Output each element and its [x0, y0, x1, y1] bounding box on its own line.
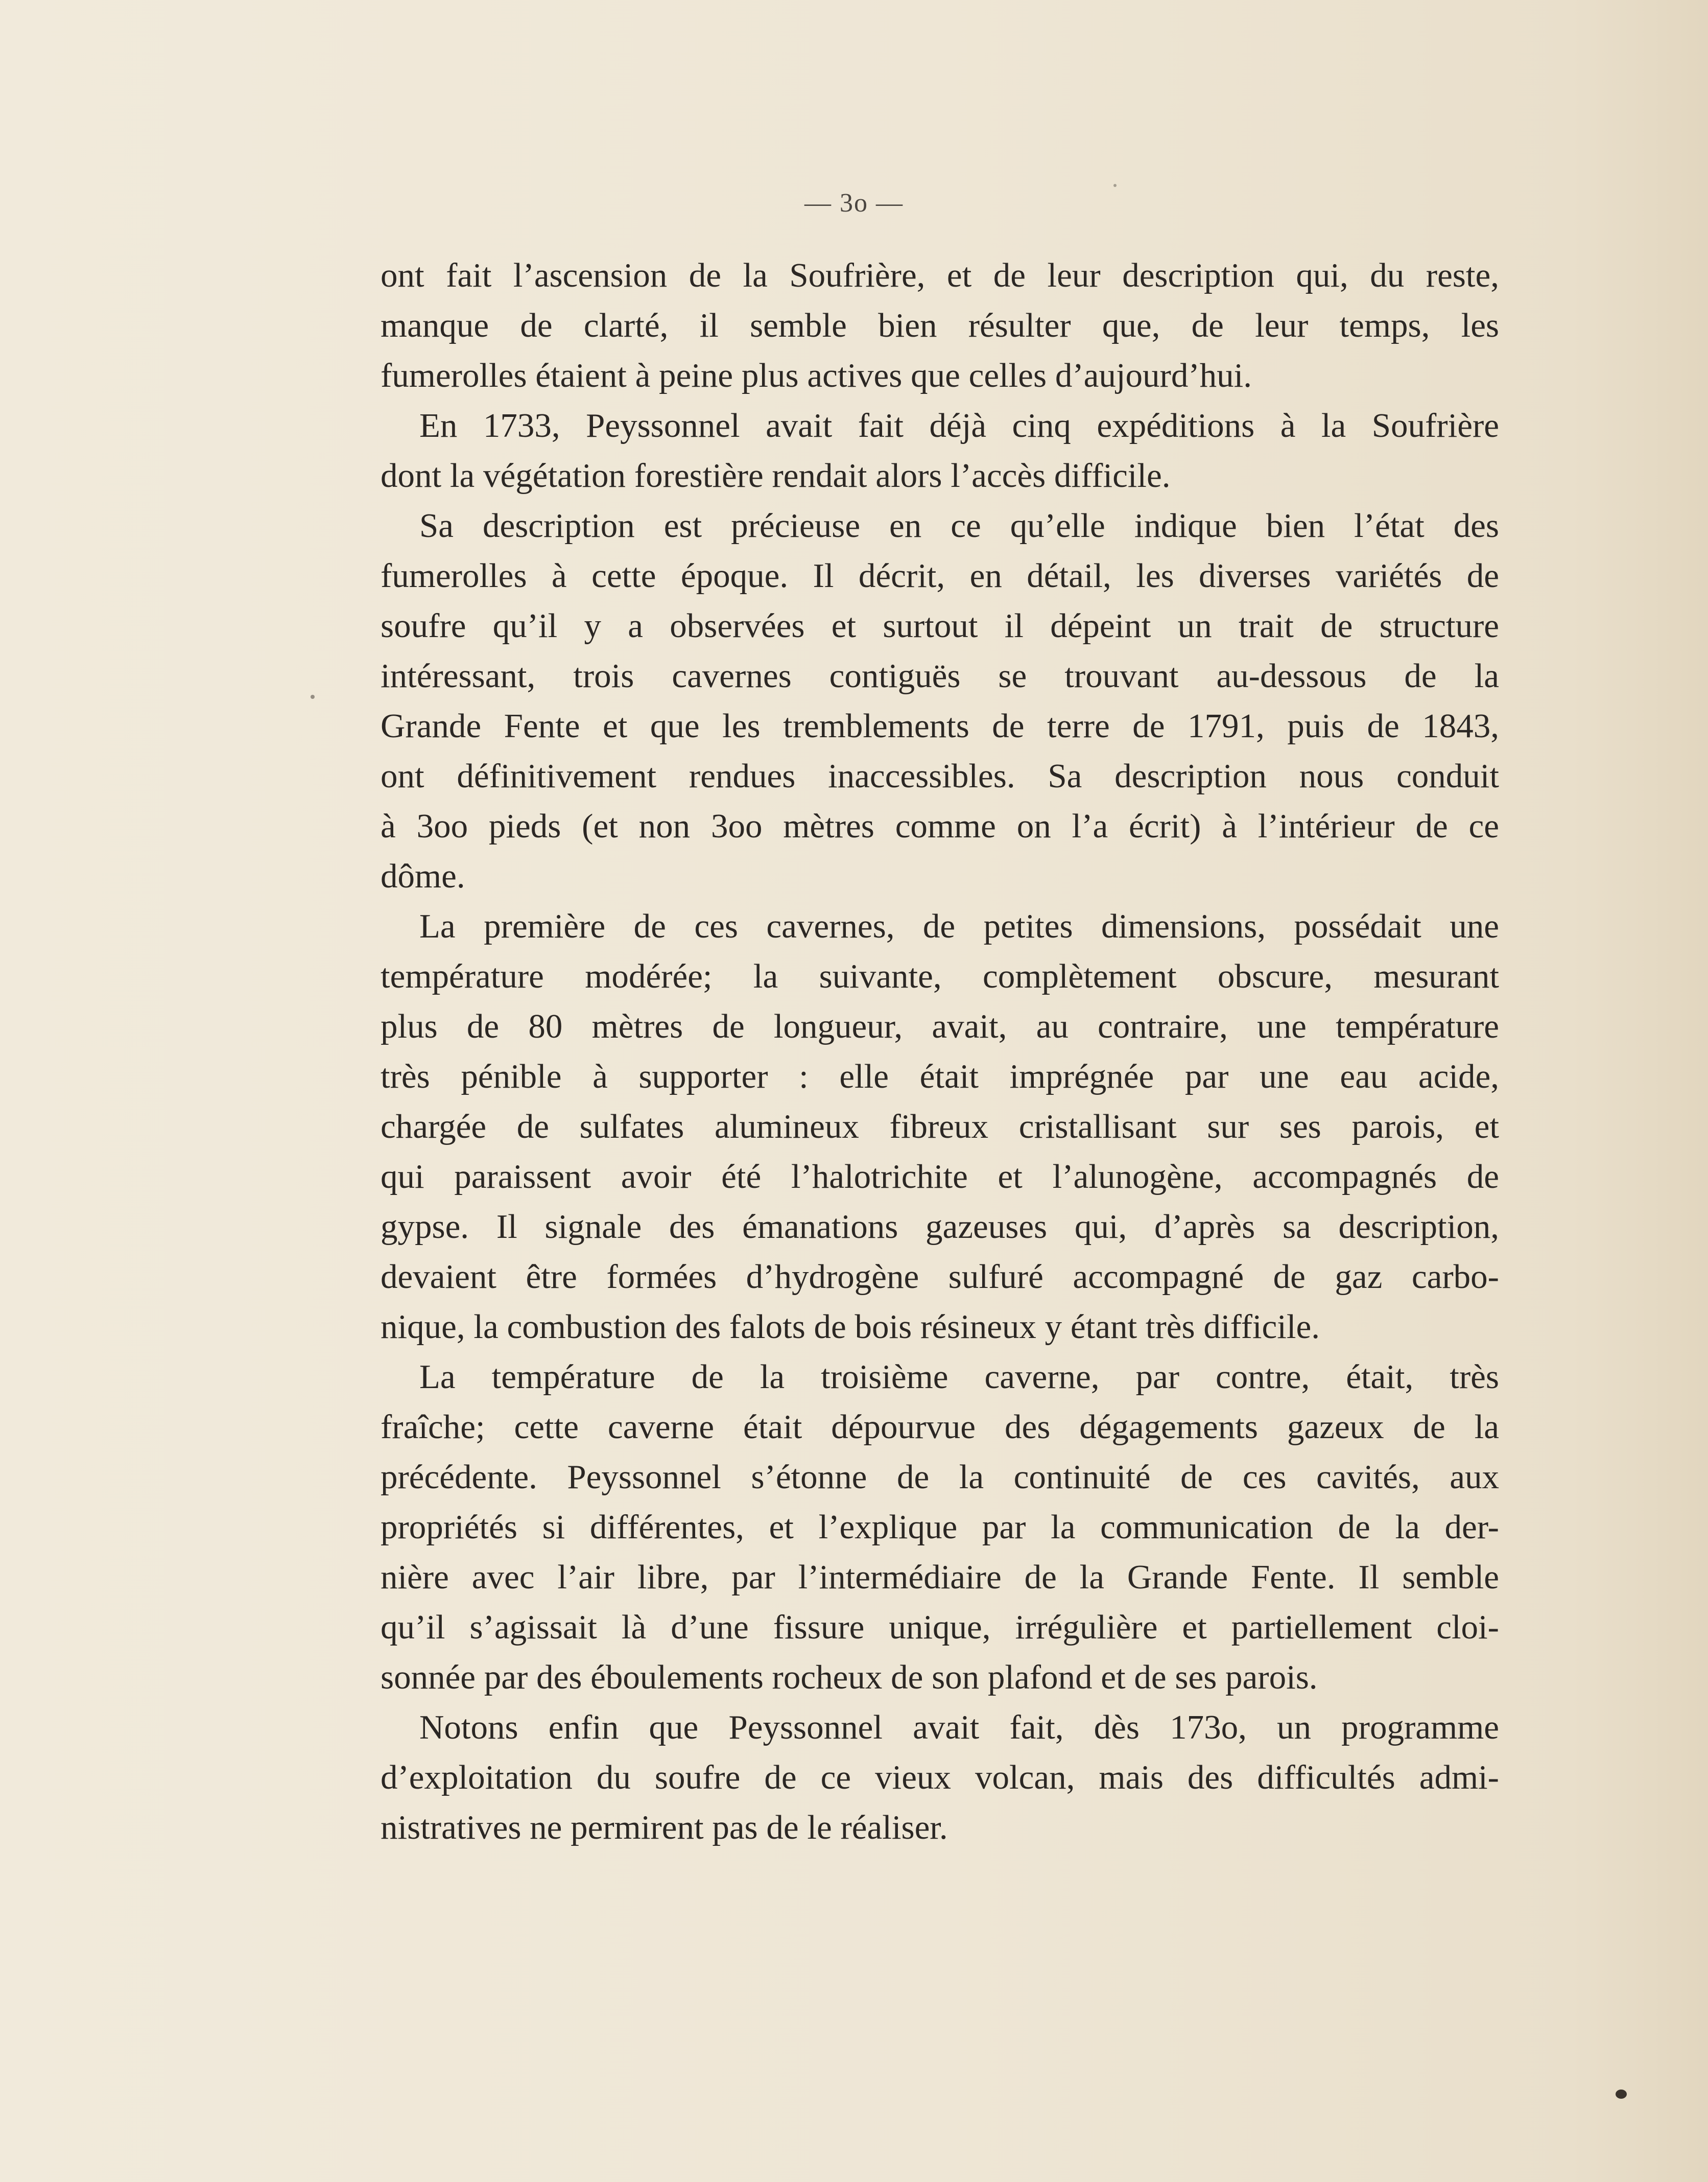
text-line: La première de ces cavernes, de petites dimensions, possédait une — [419, 907, 1499, 945]
text-line: devaient être formées d’hydrogène sulfuré accompagné de gaz carbo- — [381, 1258, 1499, 1296]
text-line: Grande Fente et que les tremblements de terre de 1791, puis de 1843, — [381, 707, 1499, 745]
paper-speck — [1616, 2090, 1627, 2099]
text-line: gypse. Il signale des émanations gazeuses qui, d’après sa description, — [381, 1208, 1499, 1246]
text-line: chargée de sulfates alumineux fibreux cristallisant sur ses parois, et — [381, 1108, 1499, 1145]
text-line: nistratives ne permirent pas de le réaliser. — [381, 1809, 948, 1846]
text-line: En 1733, Peyssonnel avait fait déjà cinq expéditions à la Soufrière — [419, 407, 1499, 444]
text-line: fraîche; cette caverne était dépourvue des dégagements gazeux de la — [381, 1408, 1499, 1446]
text-line: d’exploitation du soufre de ce vieux volcan, mais des difficultés admi- — [381, 1758, 1499, 1796]
paragraph-1 — [381, 250, 1499, 401]
text-line: soufre qu’il y a observées et surtout il dépeint un trait de structure — [381, 607, 1499, 645]
text-line: précédente. Peyssonnel s’étonne de la continuité de ces cavités, aux — [381, 1458, 1499, 1496]
text-line: Sa description est précieuse en ce qu’elle indique bien l’état des — [419, 507, 1499, 545]
text-line: dôme. — [381, 857, 465, 895]
text-line: fumerolles étaient à peine plus actives que celles d’aujourd’hui. — [381, 357, 1252, 394]
text-line: ont définitivement rendues inaccessibles. Sa description nous conduit — [381, 757, 1499, 795]
text-line: intéressant, trois cavernes contiguës se trouvant au-dessous de la — [381, 657, 1499, 695]
paper-speck — [311, 695, 315, 699]
text-line: dont la végétation forestière rendait alors l’accès difficile. — [381, 457, 1171, 495]
page-number: — 3o — — [804, 189, 904, 218]
paragraph-5 — [381, 1352, 1499, 1702]
text-line: qui paraissent avoir été l’halotrichite et l’alunogène, accompagnés de — [381, 1158, 1499, 1195]
paragraph-6 — [381, 1702, 1499, 1852]
text-line: qu’il s’agissait là d’une fissure unique, irrégulière et partiellement cloi- — [381, 1608, 1499, 1646]
text-line: ont fait l’ascension de la Soufrière, et de leur description qui, du reste, — [381, 256, 1499, 294]
text-line: très pénible à supporter : elle était imprégnée par une eau acide, — [381, 1058, 1499, 1095]
text-line: nière avec l’air libre, par l’intermédiaire de la Grande Fente. Il semble — [381, 1558, 1499, 1596]
body-text — [381, 250, 1499, 1852]
text-line: sonnée par des éboulements rocheux de son plafond et de ses parois. — [381, 1658, 1318, 1696]
text-line: Notons enfin que Peyssonnel avait fait, dès 173o, un programme — [419, 1708, 1499, 1746]
text-line: manque de clarté, il semble bien résulter que, de leur temps, les — [381, 307, 1499, 344]
text-line: propriétés si différentes, et l’explique par la communication de la der- — [381, 1508, 1499, 1546]
paragraph-3 — [381, 501, 1499, 901]
paragraph-4 — [381, 901, 1499, 1352]
text-line: température modérée; la suivante, complètement obscure, mesurant — [381, 957, 1499, 995]
text-line: fumerolles à cette époque. Il décrit, en détail, les diverses variétés de — [381, 557, 1499, 595]
text-line: La température de la troisième caverne, par contre, était, très — [419, 1358, 1499, 1396]
paragraph-2 — [381, 401, 1499, 501]
text-line: plus de 80 mètres de longueur, avait, au contraire, une température — [381, 1007, 1499, 1045]
paper-speck — [1113, 184, 1117, 187]
text-line: nique, la combustion des falots de bois résineux y étant très difficile. — [381, 1308, 1320, 1346]
text-line: à 3oo pieds (et non 3oo mètres comme on l’a écrit) à l’intérieur de ce — [381, 807, 1499, 845]
